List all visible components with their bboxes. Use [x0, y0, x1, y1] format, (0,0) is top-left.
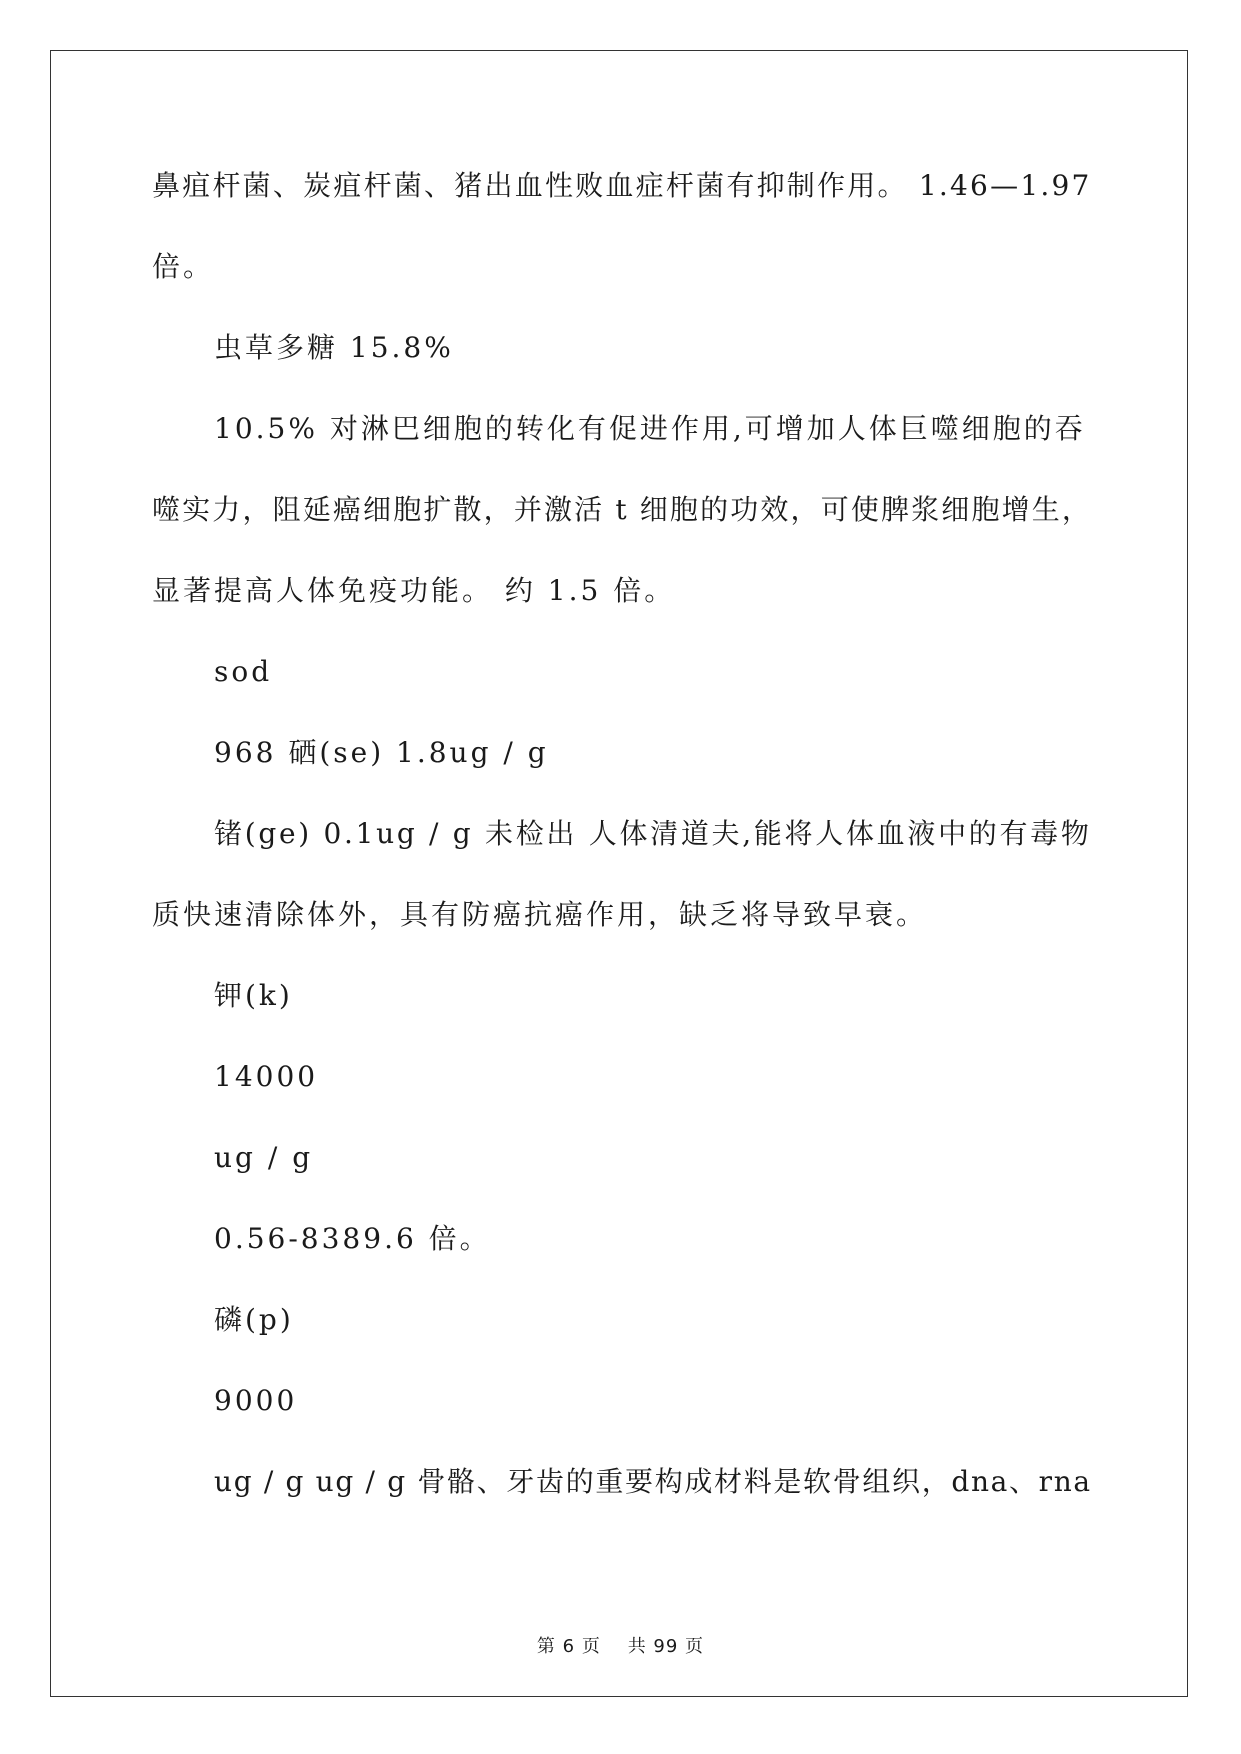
paragraph-line: 9000 [214, 1384, 298, 1417]
paragraph-line: 显著提高人体免疫功能。 约 1.5 倍。 [152, 574, 676, 607]
paragraph-line: ug / g [214, 1141, 314, 1174]
paragraph-line: 968 硒(se) 1.8ug / g [214, 736, 549, 769]
page-border [50, 50, 1188, 1697]
paragraph-line: 虫草多糖 15.8% [214, 331, 454, 364]
paragraph-line: 磷(p) [214, 1303, 294, 1336]
paragraph-line: ug / g ug / g 骨骼、牙齿的重要构成材料是软骨组织，dna、rna [214, 1465, 1092, 1498]
paragraph-line: 鼻疽杆菌、炭疽杆菌、猪出血性败血症杆菌有抑制作用。 1.46—1.97 [152, 169, 1092, 202]
paragraph-line: 10.5% 对淋巴细胞的转化有促进作用,可增加人体巨噬细胞的吞 [214, 412, 1086, 445]
paragraph-line: 锗(ge) 0.1ug / g 未检出 人体清道夫,能将人体血液中的有毒物 [214, 817, 1092, 850]
paragraph-line: 噬实力，阻延癌细胞扩散，并激活 t 细胞的功效，可使脾浆细胞增生， [152, 493, 1093, 526]
paragraph-line: 钾(k) [214, 979, 293, 1012]
paragraph-line: 14000 [214, 1060, 319, 1093]
paragraph-line: 倍。 [152, 250, 215, 283]
paragraph-line: 质快速清除体外，具有防癌抗癌作用，缺乏将导致早衰。 [152, 898, 928, 931]
page-number-label: 第 6 页 共 99 页 [536, 1636, 705, 1657]
paragraph-line: sod [214, 655, 273, 688]
page-footer [0, 1632, 1241, 1658]
paragraph-line: 0.56-8389.6 倍。 [214, 1222, 491, 1255]
